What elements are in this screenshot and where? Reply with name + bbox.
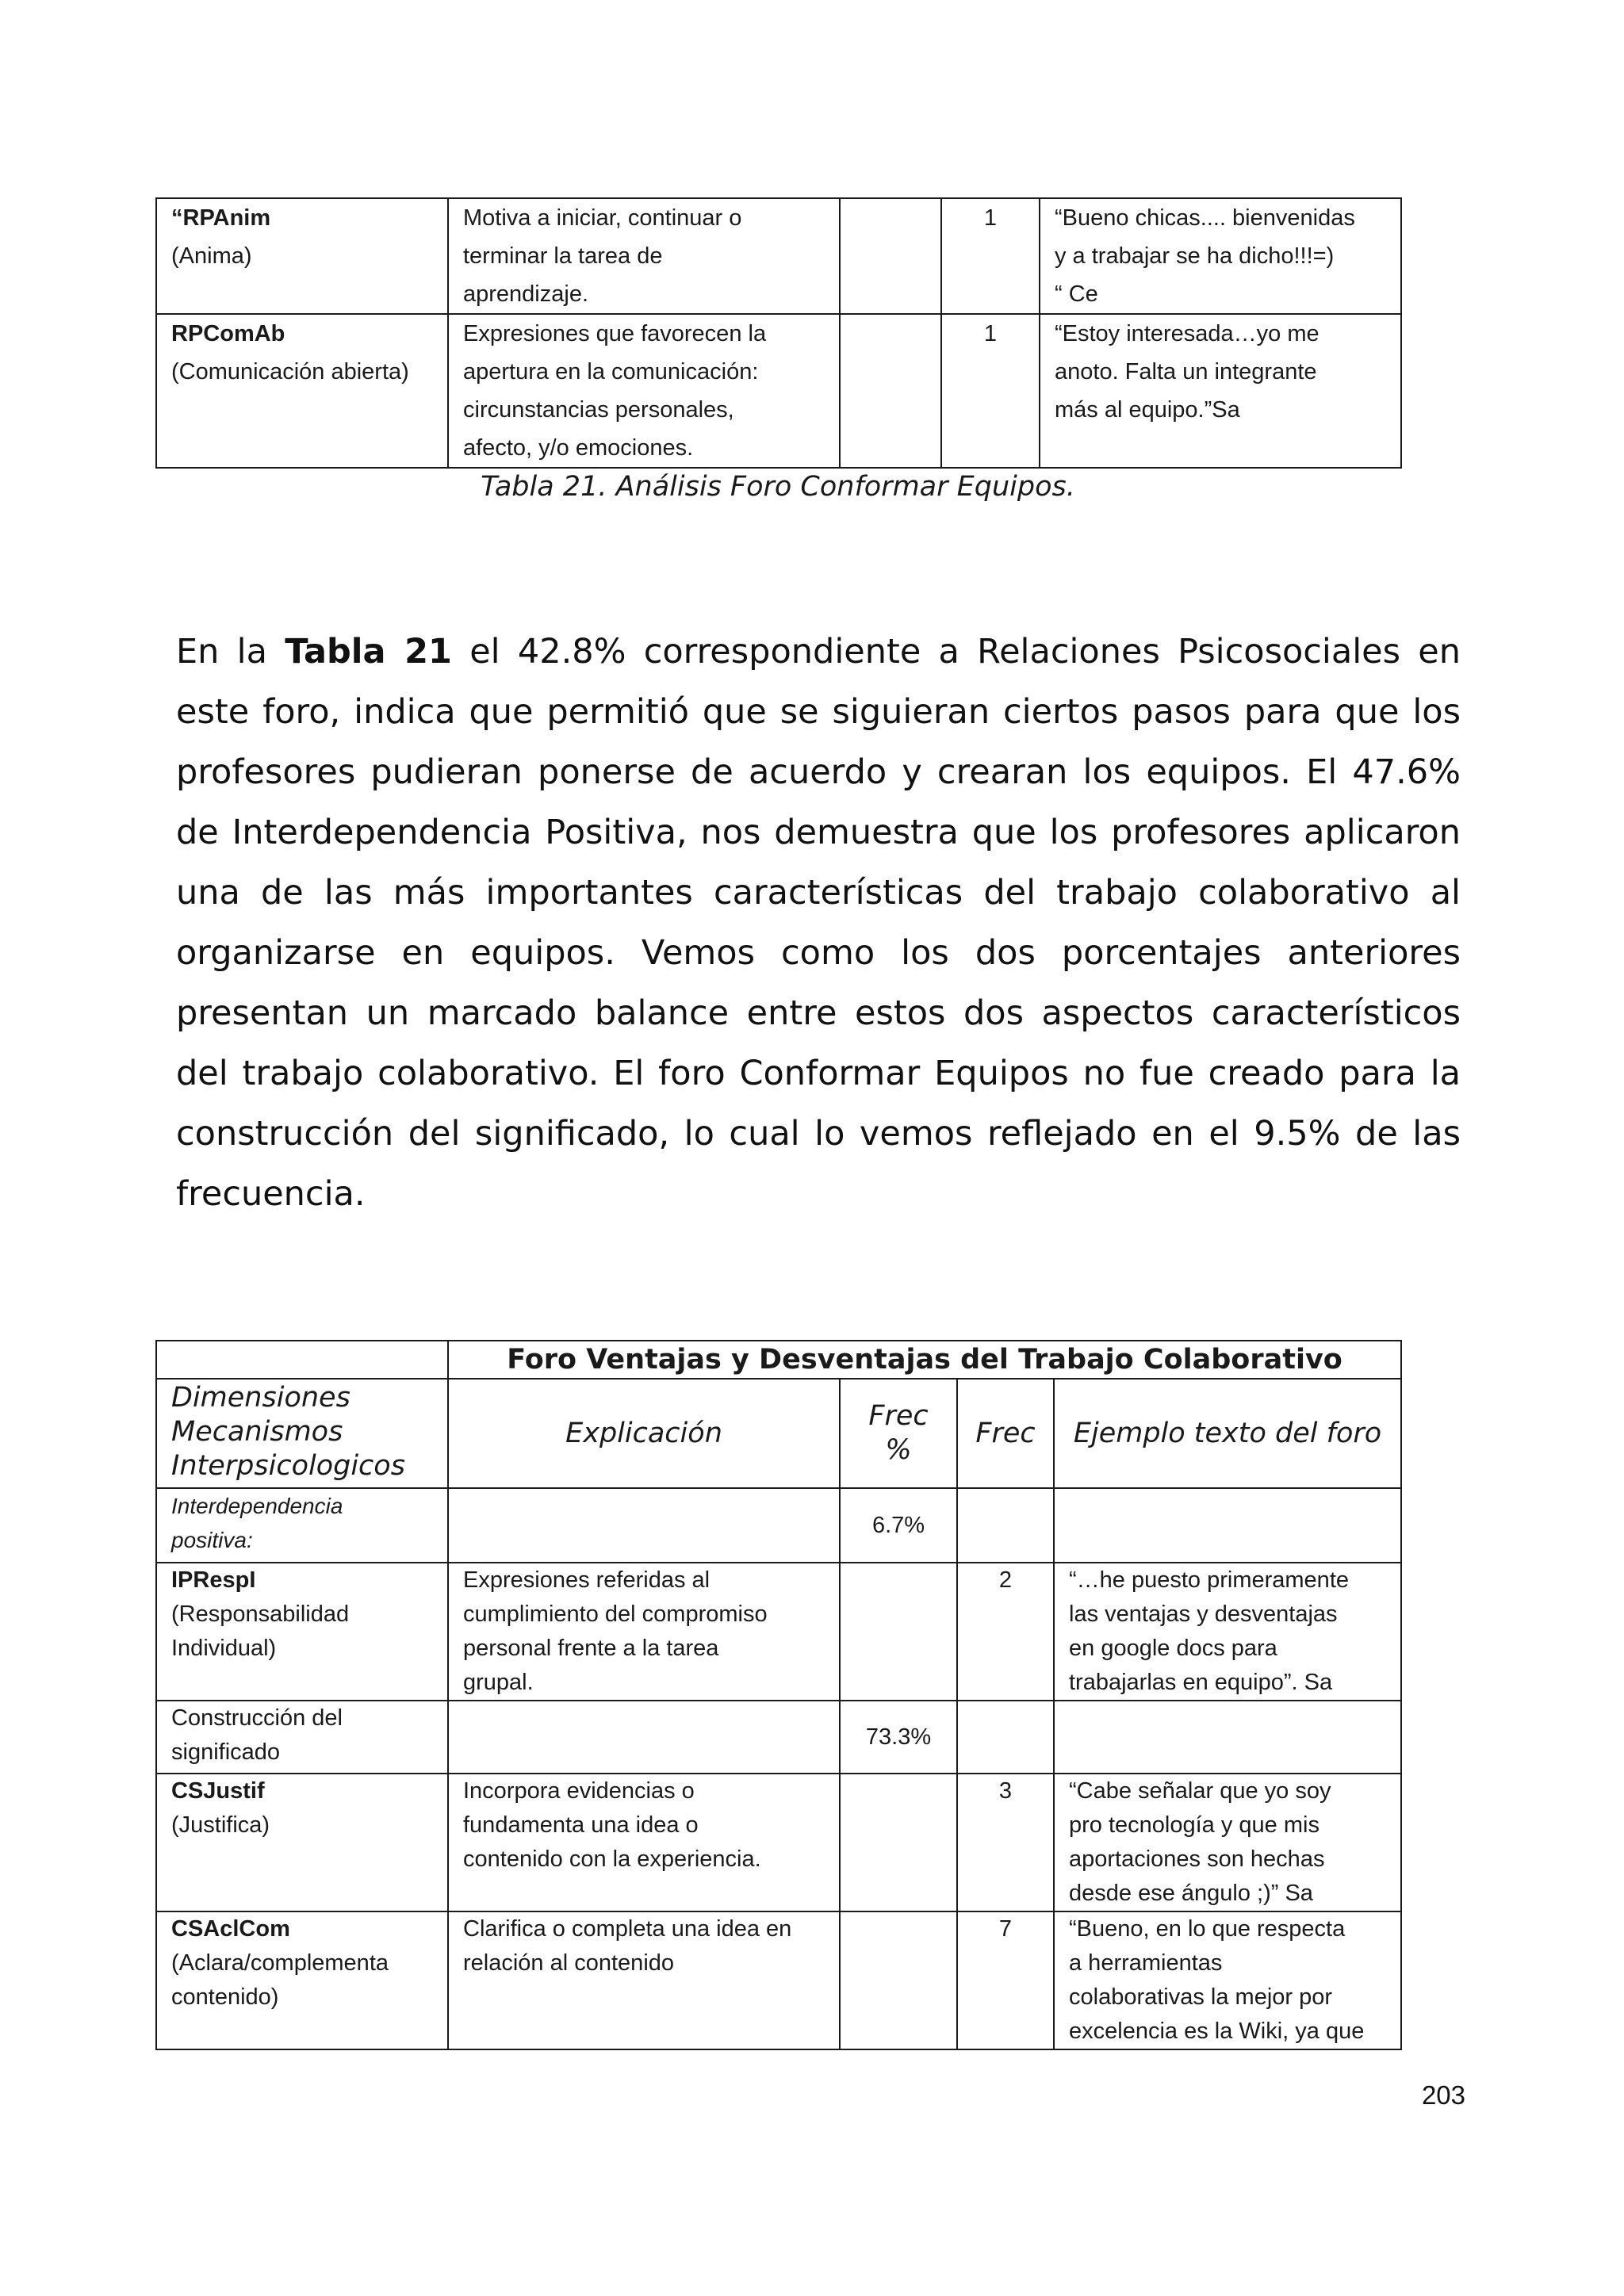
category-label: Construcción del significado [156, 1701, 448, 1774]
header-dimensions: Dimensiones Mecanismos Interpsicologicos [156, 1379, 448, 1488]
freq-cell: 3 [957, 1774, 1054, 1911]
example-cell: “Estoy interesada…yo me anoto. Falta un integrante más al equipo.”Sa [1040, 314, 1401, 468]
category-pct: 6.7% [840, 1488, 957, 1563]
dimension-cell [156, 198, 448, 314]
freq-cell: 2 [957, 1563, 1054, 1701]
header-freq-pct: Frec % [840, 1379, 957, 1488]
code-label: RPComAb [171, 321, 285, 346]
header-example: Ejemplo texto del foro [1054, 1379, 1401, 1488]
dimension-cell: CSJustif (Justifica) [156, 1774, 448, 1911]
example-cell: “Bueno, en lo que respecta a herramientas colaborativas la mejor por excelencia es la Wiki, ya que [1054, 1911, 1401, 2049]
code-label: “RPAnim [171, 205, 271, 231]
page-number: 203 [1421, 2080, 1465, 2110]
code-name: (Comunicación abierta) [171, 359, 409, 385]
header-explanation: Explicación [448, 1379, 840, 1488]
dimension-cell: CSAclCom (Aclara/complementa contenido) [156, 1911, 448, 2049]
explanation-cell: Motiva a iniciar, continuar o terminar la tarea de aprendizaje. [448, 198, 840, 314]
explanation-cell: Expresiones que favorecen la apertura en la comunicación: circunstancias personales, afecto, y/o emociones. [448, 314, 840, 468]
dimension-cell [156, 314, 448, 468]
table-row [156, 314, 1401, 468]
table-title-row [156, 1341, 1401, 1379]
table-caption: Tabla 21. Análisis Foro Conformar Equipos. [481, 471, 1075, 503]
table-reference: Tabla 21 [285, 632, 452, 672]
table-top [155, 197, 1402, 469]
body-paragraph: En la Tabla 21 el 42.8% correspondiente a Relaciones Psicosociales en este foro, indica que permitió que se siguieran ciertos pasos para que los profesores pudieran ponerse de acuerdo y crearan los equipos. El 47.6% de Interdependencia Positiva, nos demuestra que los profesores aplicaron una de las más importantes características del trabajo colaborativo al organizarse en equipos. Vemos como los dos porcentajes anteriores presentan un marcado balance entre estos dos aspectos característicos del trabajo colaborativo. El foro Conformar Equipos no fue creado para la construcción del significado, lo cual lo vemos reflejado en el 9.5% de las frecuencia. [176, 632, 1461, 1214]
header-freq: Frec [957, 1379, 1054, 1488]
table-row [156, 1774, 1401, 1911]
freq-cell: 1 [941, 198, 1040, 314]
freq-cell: 1 [941, 314, 1040, 468]
category-row [156, 1701, 1401, 1774]
table-bottom [155, 1340, 1402, 2050]
example-cell: “Cabe señalar que yo soy pro tecnología y que mis aportaciones son hechas desde ese ángulo ;)” Sa [1054, 1774, 1401, 1911]
explanation-cell: Expresiones referidas al cumplimiento del compromiso personal frente a la tarea grupal. [448, 1563, 840, 1701]
pct-cell [840, 314, 941, 468]
category-label: Interdependencia positiva: [156, 1488, 448, 1563]
table-title: Foro Ventajas y Desventajas del Trabajo Colaborativo [448, 1341, 1401, 1379]
pct-cell [840, 198, 941, 314]
freq-cell: 7 [957, 1911, 1054, 2049]
explanation-cell: Incorpora evidencias o fundamenta una idea o contenido con la experiencia. [448, 1774, 840, 1911]
code-name: (Anima) [171, 243, 252, 269]
table-row [156, 1563, 1401, 1701]
table-row [156, 1911, 1401, 2049]
category-row [156, 1488, 1401, 1563]
explanation-cell: Clarifica o completa una idea en relación al contenido [448, 1911, 840, 2049]
example-cell: “…he puesto primeramente las ventajas y desventajas en google docs para trabajarlas en equipo”. Sa [1054, 1563, 1401, 1701]
table-row [156, 198, 1401, 314]
table-header-row [156, 1379, 1401, 1488]
dimension-cell: IPRespI (Responsabilidad Individual) [156, 1563, 448, 1701]
category-pct: 73.3% [840, 1701, 957, 1774]
example-cell: “Bueno chicas.... bienvenidas y a trabajar se ha dicho!!!=) “ Ce [1040, 198, 1401, 314]
